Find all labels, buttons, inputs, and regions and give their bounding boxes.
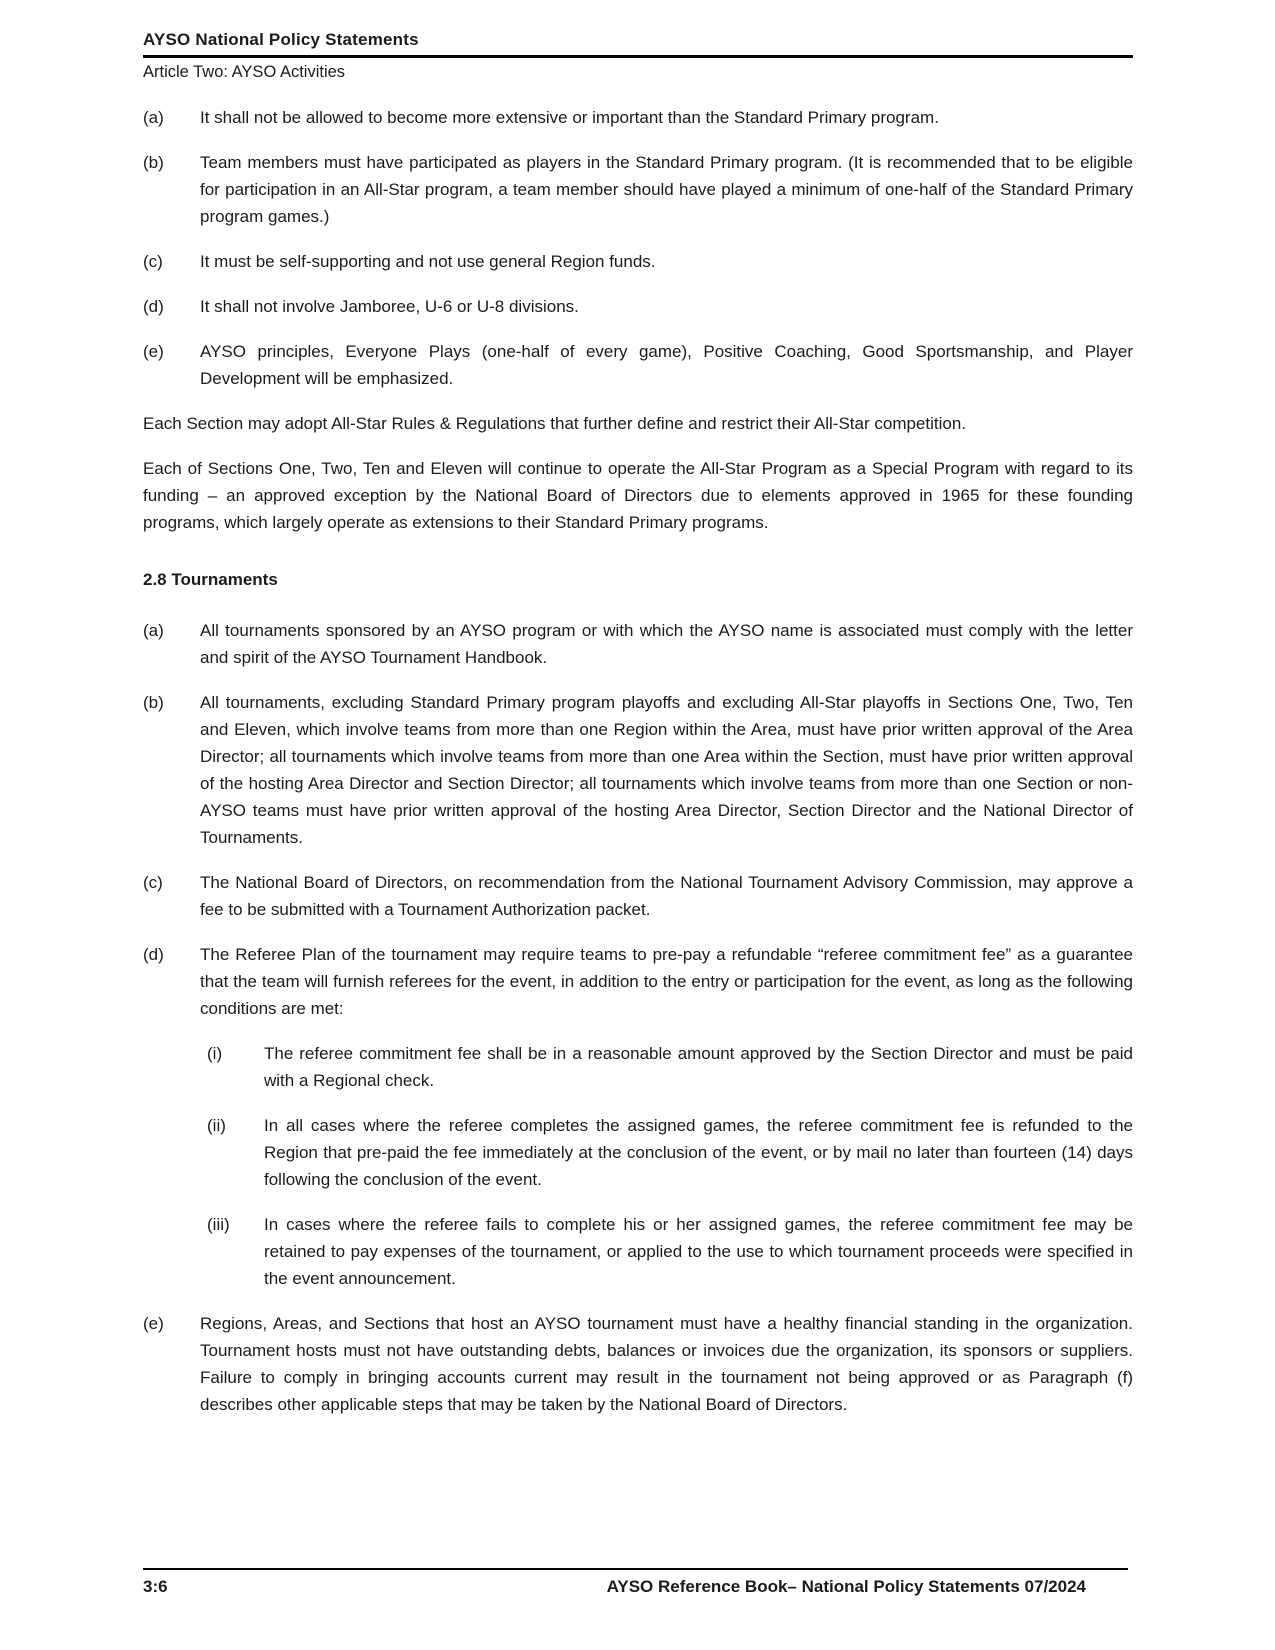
list-item	[143, 617, 1133, 671]
sublist-item-marker: (i)	[207, 1044, 223, 1063]
document-subtitle: Article Two: AYSO Activities	[143, 63, 346, 81]
section-heading-tournaments: 2.8 Tournaments	[143, 570, 278, 589]
list-item-text: The Referee Plan of the tournament may require teams to pre-pay a refundable “referee commitment fee” as a guarantee that the team will furnish referees for the event, in addition to the entry or participation for the event, as long as the following conditions are met:	[200, 945, 1133, 1018]
list-item	[143, 248, 1133, 275]
page-footer	[143, 1568, 1128, 1597]
sublist-item	[207, 1211, 1133, 1292]
list-item-text: It must be self-supporting and not use general Region funds.	[200, 252, 656, 271]
referee-fee-conditions-sublist	[207, 1040, 1133, 1292]
tournaments-list	[143, 617, 1133, 1418]
page-header	[143, 30, 1133, 82]
list-item-marker: (b)	[143, 153, 164, 172]
document-body	[143, 104, 1133, 1418]
sublist-item-marker: (iii)	[207, 1215, 230, 1234]
closing-paragraph: Each Section may adopt All-Star Rules & Regulations that further define and restrict their All-Star competition.	[143, 414, 967, 433]
list-item-text: Team members must have participated as players in the Standard Primary program. (It is recommended that to be eligible for participation in an All-Star program, a team member should have played a minimum of one-half of the Standard Primary program games.)	[200, 153, 1133, 226]
list-item-marker: (d)	[143, 945, 164, 964]
page-content	[143, 30, 1133, 1436]
list-item	[143, 149, 1133, 230]
sublist-item-text: The referee commitment fee shall be in a reasonable amount approved by the Section Director and must be paid with a Regional check.	[264, 1044, 1133, 1090]
list-item	[143, 338, 1133, 392]
list-item-text: AYSO principles, Everyone Plays (one-half of every game), Positive Coaching, Good Sportsmanship, and Player Development will be emphasized.	[200, 342, 1133, 388]
list-item-text: All tournaments sponsored by an AYSO program or with which the AYSO name is associated must comply with the letter and spirit of the AYSO Tournament Handbook.	[200, 621, 1133, 667]
list-item-marker: (c)	[143, 873, 163, 892]
list-item	[143, 941, 1133, 1022]
list-item-text: All tournaments, excluding Standard Primary program playoffs and excluding All-Star playoffs in Sections One, Two, Ten and Eleven, which involve teams from more than one Region within the Area, must have prior written approval of the Area Director; all tournaments which involve teams from more than one Area within the Section, must have prior written approval of the hosting Area Director and Section Director; all tournaments which involve teams from more than one Section or non-AYSO teams must have prior written approval of the hosting Area Director, Section Director and the National Director of Tournaments.	[200, 693, 1133, 847]
closing-paragraph: Each of Sections One, Two, Ten and Eleven will continue to operate the All-Star Program as a Special Program with regard to its funding – an approved exception by the National Board of Directors due to elements approved in 1965 for these founding programs, which largely operate as extensions to their Standard Primary programs.	[143, 459, 1133, 532]
footer-document-reference: AYSO Reference Book– National Policy Statements 07/2024	[606, 1577, 1086, 1596]
list-item-marker: (a)	[143, 108, 164, 127]
footer-page-number: 3:6	[143, 1577, 168, 1596]
list-item-marker: (c)	[143, 252, 163, 271]
list-item-text: Regions, Areas, and Sections that host an AYSO tournament must have a healthy financial standing in the organization. Tournament hosts must not have outstanding debts, balances or invoices due the organization, its sponsors or suppliers. Failure to comply in bringing accounts current may result in the tournament not being approved or as Paragraph (f) describes other applicable steps that may be taken by the National Board of Directors.	[200, 1314, 1133, 1414]
list-item	[143, 293, 1133, 320]
sublist-item-marker: (ii)	[207, 1116, 226, 1135]
list-item-marker: (a)	[143, 621, 164, 640]
document-title: AYSO National Policy Statements	[143, 30, 1133, 58]
list-item-marker: (d)	[143, 297, 164, 316]
list-item	[143, 1310, 1133, 1418]
sublist-item-text: In all cases where the referee completes the assigned games, the referee commitment fee is refunded to the Region that pre-paid the fee immediately at the conclusion of the event, or by mail no later than fourteen (14) days following the conclusion of the event.	[264, 1116, 1133, 1189]
allstar-requirements-list	[143, 104, 1133, 392]
list-item-marker: (e)	[143, 342, 164, 361]
list-item-marker: (b)	[143, 693, 164, 712]
list-item	[143, 869, 1133, 923]
list-item-text: The National Board of Directors, on recommendation from the National Tournament Advisory Commission, may approve a fee to be submitted with a Tournament Authorization packet.	[200, 873, 1133, 919]
sublist-item	[207, 1112, 1133, 1193]
list-item-text: It shall not involve Jamboree, U-6 or U-8 divisions.	[200, 297, 579, 316]
list-item-text: It shall not be allowed to become more extensive or important than the Standard Primary program.	[200, 108, 939, 127]
sublist-item-text: In cases where the referee fails to complete his or her assigned games, the referee commitment fee may be retained to pay expenses of the tournament, or applied to the use to which tournament proceeds were specified in the event announcement.	[264, 1215, 1133, 1288]
list-item	[143, 104, 1133, 131]
sublist-item	[207, 1040, 1133, 1094]
list-item	[143, 689, 1133, 851]
list-item-marker: (e)	[143, 1314, 164, 1333]
